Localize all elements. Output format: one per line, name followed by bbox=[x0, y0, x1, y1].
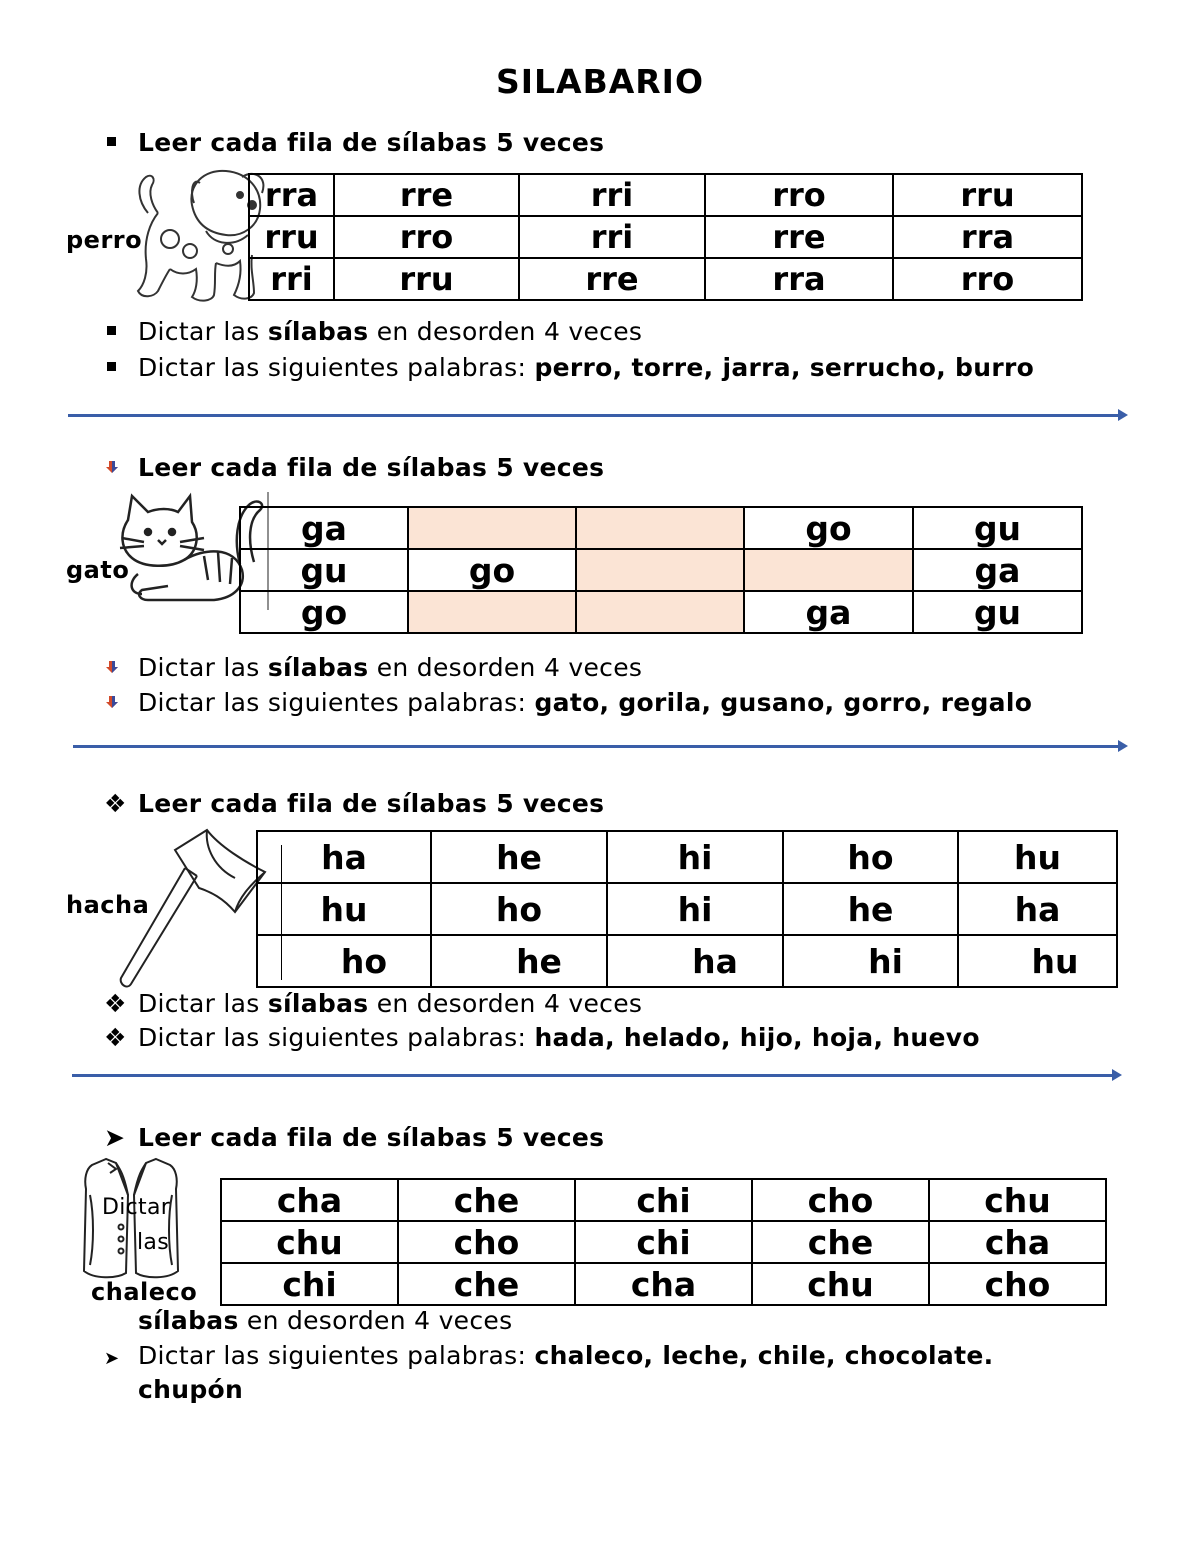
overlap-text-las: las bbox=[137, 1230, 169, 1255]
table-row bbox=[249, 216, 1082, 258]
syllable-cell: rre bbox=[519, 258, 705, 300]
syllable-cell: che bbox=[752, 1221, 929, 1263]
syllable-cell: chu bbox=[221, 1221, 398, 1263]
syllable-cell: chu bbox=[752, 1263, 929, 1305]
syllable-cell: rro bbox=[893, 258, 1082, 300]
table-row bbox=[221, 1179, 1106, 1221]
syllable-cell: rra bbox=[893, 216, 1082, 258]
syllable-cell: rru bbox=[249, 216, 334, 258]
dictate-syllables-2: Dictar las sílabas en desorden 4 veces bbox=[104, 653, 642, 682]
table-row bbox=[221, 1263, 1106, 1305]
syllable-cell: rru bbox=[893, 174, 1082, 216]
arrow-bullet-icon bbox=[104, 653, 138, 682]
dictate-words-4: ➤ Dictar las siguientes palabras: chaleco, leche, chile, chocolate. bbox=[104, 1341, 994, 1370]
empty-cell bbox=[744, 549, 913, 591]
syllable-cell: rro bbox=[334, 216, 519, 258]
table-row bbox=[249, 258, 1082, 300]
syllable-cell: chu bbox=[929, 1179, 1106, 1221]
section-divider bbox=[73, 745, 1124, 748]
empty-cell bbox=[576, 507, 744, 549]
arrow-bullet-icon bbox=[104, 688, 138, 717]
syllable-cell: ga bbox=[913, 549, 1082, 591]
syllable-cell: rra bbox=[705, 258, 893, 300]
section-divider bbox=[68, 414, 1124, 417]
syllable-cell: rri bbox=[249, 258, 334, 300]
syllable-cell: rra bbox=[249, 174, 334, 216]
arrow-bullet-icon bbox=[104, 453, 138, 482]
diamond-bullet-icon: ❖ bbox=[104, 1023, 127, 1052]
syllable-cell: ha bbox=[958, 883, 1117, 935]
arrowhead-bullet-icon: ➤ bbox=[104, 1348, 120, 1369]
read-instruction-2: Leer cada fila de sílabas 5 veces bbox=[104, 453, 604, 482]
syllable-cell: chi bbox=[575, 1221, 752, 1263]
syllable-cell: hu bbox=[257, 883, 431, 935]
syllable-cell: hi bbox=[783, 935, 958, 987]
syllable-cell: go bbox=[408, 549, 576, 591]
empty-cell bbox=[576, 591, 744, 633]
syllable-cell: hu bbox=[958, 831, 1117, 883]
syllable-cell: rri bbox=[519, 216, 705, 258]
syllable-cell: ha bbox=[257, 831, 431, 883]
dictate-words-2: Dictar las siguientes palabras: gato, gorila, gusano, gorro, regalo bbox=[104, 688, 1032, 717]
syllable-cell: ga bbox=[240, 507, 408, 549]
syllable-cell: he bbox=[431, 935, 607, 987]
square-bullet-icon bbox=[104, 128, 138, 157]
empty-cell bbox=[408, 591, 576, 633]
syllable-cell: rru bbox=[334, 258, 519, 300]
animal-label-gato: gato bbox=[66, 556, 130, 584]
table-row bbox=[257, 883, 1117, 935]
syllable-cell: chi bbox=[575, 1179, 752, 1221]
syllable-cell: he bbox=[431, 831, 607, 883]
diamond-bullet-icon: ❖ bbox=[104, 989, 127, 1018]
syllable-cell: ho bbox=[783, 831, 958, 883]
syllable-cell: che bbox=[398, 1179, 575, 1221]
animal-label-perro: perro bbox=[66, 226, 143, 254]
table-row bbox=[240, 507, 1082, 549]
syllable-cell: cho bbox=[929, 1263, 1106, 1305]
dictate-syllables-1: Dictar las sílabas en desorden 4 veces bbox=[104, 317, 642, 346]
table-row bbox=[249, 174, 1082, 216]
square-bullet-icon bbox=[104, 353, 138, 382]
syllable-cell: gu bbox=[913, 507, 1082, 549]
dictate-words-3: ❖ Dictar las siguientes palabras: hada, helado, hijo, hoja, huevo bbox=[104, 1023, 980, 1052]
dictate-words-4-cont: chupón bbox=[138, 1375, 244, 1404]
syllable-cell: hi bbox=[607, 831, 783, 883]
syllable-cell: he bbox=[783, 883, 958, 935]
syllable-cell: chi bbox=[221, 1263, 398, 1305]
syllable-cell: hi bbox=[607, 883, 783, 935]
dictate-syllables-4: sílabas en desorden 4 veces bbox=[138, 1306, 513, 1335]
syllable-cell: gu bbox=[913, 591, 1082, 633]
overlap-text-dictar: Dictar bbox=[102, 1195, 171, 1220]
syllable-table-g bbox=[239, 506, 1083, 634]
syllable-cell: cha bbox=[221, 1179, 398, 1221]
syllable-table-rr bbox=[248, 173, 1083, 301]
syllable-table-ch bbox=[220, 1178, 1107, 1306]
table-row bbox=[221, 1221, 1106, 1263]
table-row bbox=[257, 831, 1117, 883]
syllable-cell: rro bbox=[705, 174, 893, 216]
syllable-cell: cho bbox=[752, 1179, 929, 1221]
syllable-cell: go bbox=[744, 507, 913, 549]
empty-cell bbox=[576, 549, 744, 591]
syllable-cell: ga bbox=[744, 591, 913, 633]
arrowhead-bullet-icon: ➤ bbox=[104, 1123, 126, 1152]
read-instruction-3: ❖ Leer cada fila de sílabas 5 veces bbox=[104, 789, 605, 818]
syllable-cell: cha bbox=[575, 1263, 752, 1305]
table-row bbox=[257, 935, 1117, 987]
vest-icon bbox=[80, 1155, 182, 1285]
syllable-table-h bbox=[256, 830, 1118, 988]
syllable-cell: rri bbox=[519, 174, 705, 216]
section-divider bbox=[72, 1074, 1118, 1077]
syllable-cell: cho bbox=[398, 1221, 575, 1263]
table-inner-line bbox=[281, 845, 282, 980]
dictate-syllables-3: ❖ Dictar las sílabas en desorden 4 veces bbox=[104, 989, 643, 1018]
syllable-cell: go bbox=[240, 591, 408, 633]
dictate-words-1: Dictar las siguientes palabras: perro, torre, jarra, serrucho, burro bbox=[104, 353, 1034, 382]
syllable-cell: ha bbox=[607, 935, 783, 987]
read-instruction-4: ➤ Leer cada fila de sílabas 5 veces bbox=[104, 1123, 605, 1152]
syllable-cell: hu bbox=[958, 935, 1117, 987]
syllable-cell: ho bbox=[431, 883, 607, 935]
read-instruction-1: Leer cada fila de sílabas 5 veces bbox=[104, 128, 604, 157]
syllable-cell: gu bbox=[240, 549, 408, 591]
syllable-cell: cha bbox=[929, 1221, 1106, 1263]
syllable-cell: rre bbox=[705, 216, 893, 258]
table-row bbox=[240, 591, 1082, 633]
animal-label-hacha: hacha bbox=[66, 891, 150, 919]
animal-label-chaleco: chaleco bbox=[91, 1278, 198, 1306]
syllable-cell: ho bbox=[257, 935, 431, 987]
square-bullet-icon bbox=[104, 317, 138, 346]
syllable-cell: rre bbox=[334, 174, 519, 216]
diamond-bullet-icon: ❖ bbox=[104, 789, 127, 818]
table-row bbox=[240, 549, 1082, 591]
empty-cell bbox=[408, 507, 576, 549]
page-title: SILABARIO bbox=[495, 62, 705, 101]
syllable-cell: che bbox=[398, 1263, 575, 1305]
